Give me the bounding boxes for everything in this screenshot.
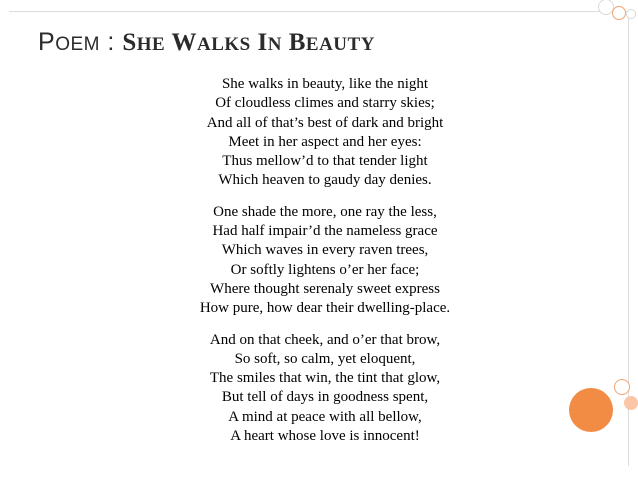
- poem-stanza: [175, 203, 475, 319]
- poem-line: Had half impair’d the nameless grace: [212, 223, 438, 240]
- poem-line: Which waves in every raven trees,: [221, 242, 429, 259]
- title-initial: P: [38, 28, 56, 56]
- poem-line: Or softly lightens o’er her face;: [230, 261, 420, 278]
- poem-body: [175, 75, 475, 458]
- frame-top-line: [9, 11, 629, 12]
- slide-title: [38, 28, 375, 57]
- poem-line: So soft, so calm, yet eloquent,: [234, 350, 416, 367]
- decorative-circle-icon: [624, 396, 638, 410]
- title-initial: I: [257, 29, 268, 56]
- title-initial: B: [288, 29, 306, 56]
- poem-line: One shade the more, one ray the less,: [213, 203, 437, 220]
- title-initial: S: [122, 29, 137, 56]
- decorative-circle-icon: [626, 9, 636, 19]
- poem-line: A mind at peace with all bellow,: [228, 408, 422, 425]
- decorative-circle-icon: [612, 6, 626, 20]
- poem-line: A heart whose love is innocent!: [230, 428, 420, 445]
- decorative-circle-icon: [569, 388, 613, 432]
- poem-stanza: [175, 75, 475, 191]
- title-word: OEM: [55, 34, 100, 55]
- title-word: EAUTY: [305, 34, 375, 55]
- title-word: N: [267, 34, 282, 55]
- poem-line: Thus mellow’d to that tender light: [222, 153, 428, 170]
- decorative-circle-icon: [614, 379, 630, 395]
- title-initial: W: [171, 29, 197, 56]
- poem-line: Where thought serenaly sweet express: [210, 280, 440, 297]
- poem-line: Meet in her aspect and her eyes:: [228, 133, 422, 150]
- title-word: ALKS: [197, 34, 251, 55]
- poem-line: How pure, how dear their dwelling-place.: [199, 300, 451, 317]
- title-separator: :: [107, 28, 115, 56]
- poem-stanza: [175, 331, 475, 447]
- title-word: HE: [136, 34, 166, 55]
- poem-line: Of cloudless climes and starry skies;: [215, 95, 435, 112]
- poem-line: Which heaven to gaudy day denies.: [218, 172, 432, 189]
- poem-line: The smiles that win, the tint that glow,: [209, 370, 441, 387]
- poem-line: She walks in beauty, like the night: [221, 76, 429, 92]
- poem-line: And all of that’s best of dark and bright: [206, 114, 444, 131]
- poem-line: But tell of days in goodness spent,: [221, 389, 429, 406]
- poem-line: And on that cheek, and o’er that brow,: [209, 331, 441, 348]
